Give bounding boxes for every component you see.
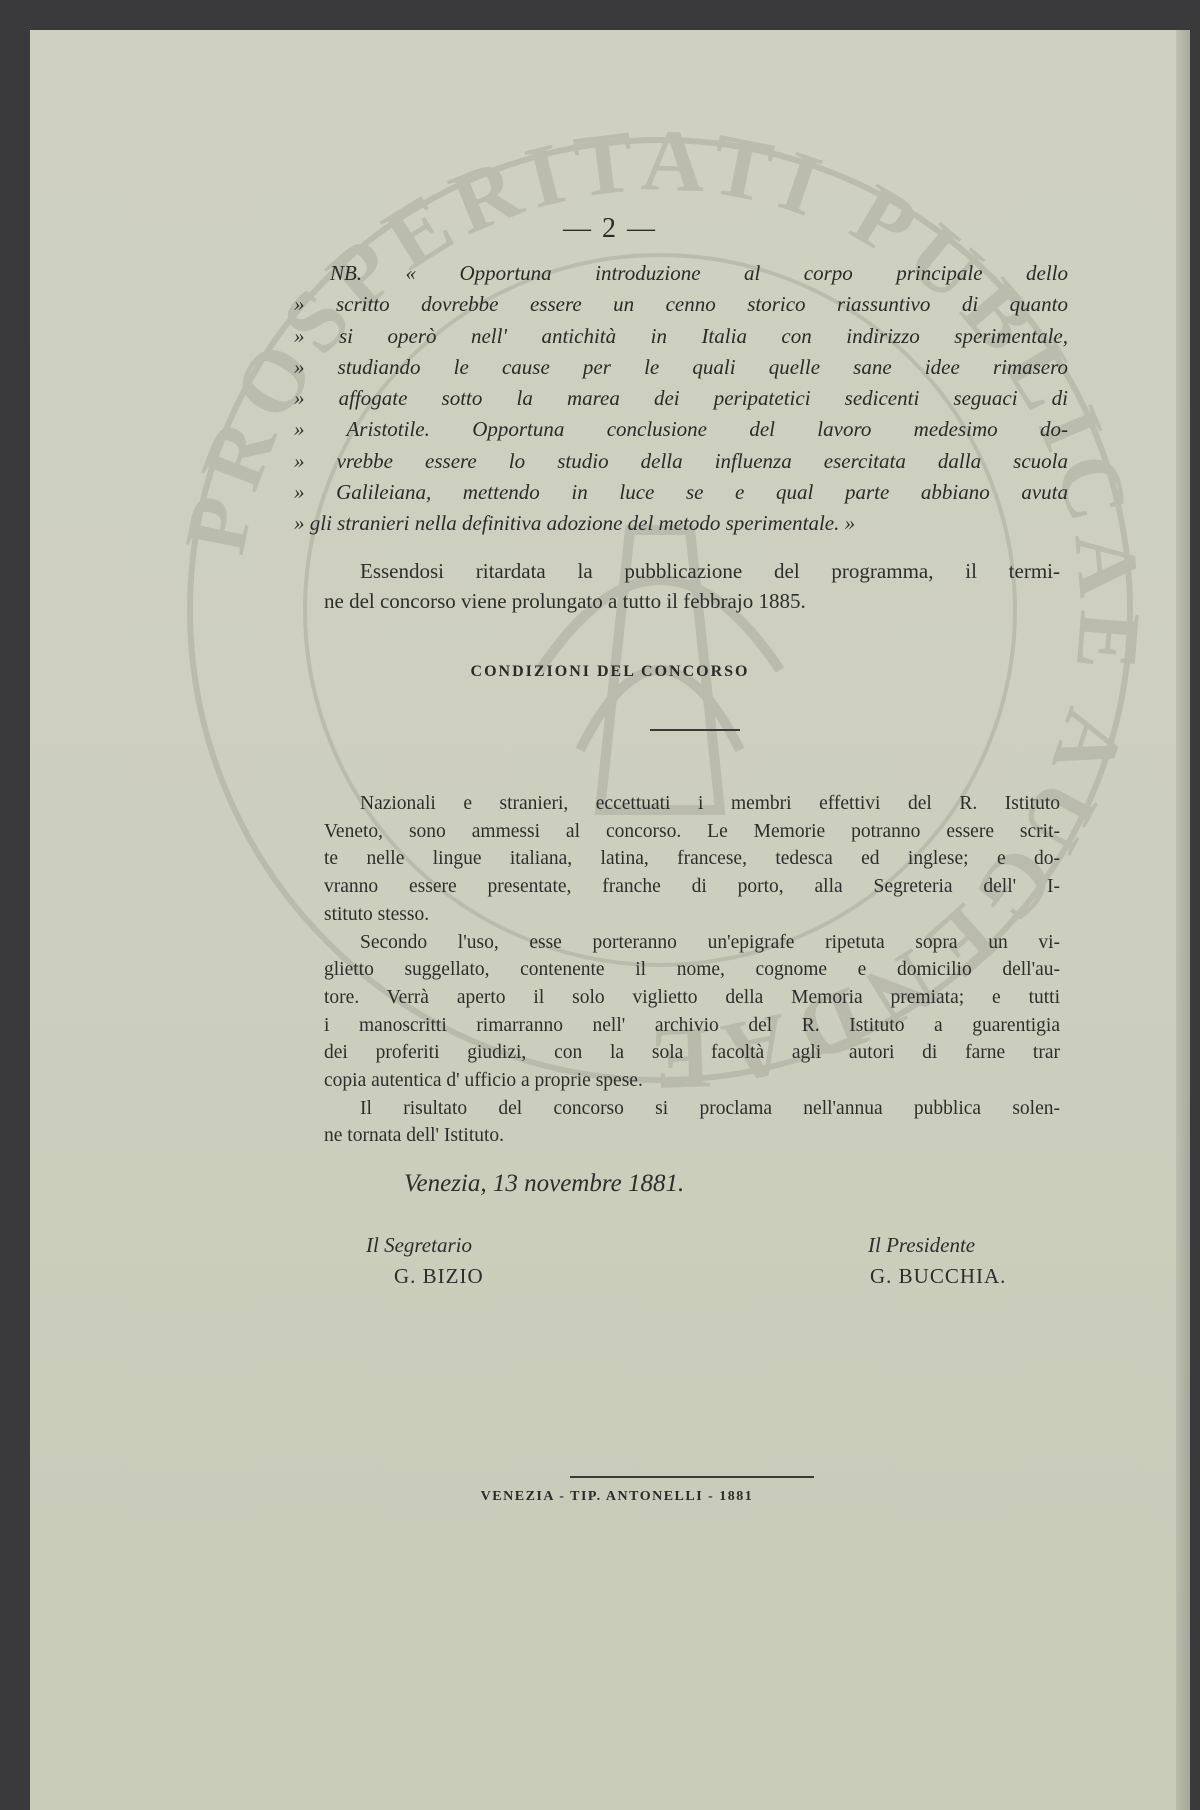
seal-lettering: PROSPERITATI PUBLICAE AUGENDAE	[166, 112, 1159, 1108]
paragraph-line: Veneto, sono ammessi al concorso. Le Memorie potranno essere scrit-	[324, 820, 1060, 842]
president-signature	[868, 1233, 1006, 1289]
printer-imprint: VENEZIA - TIP. ANTONELLI - 1881	[480, 1489, 754, 1504]
signature-name: G. BUCCHIA.	[870, 1264, 1007, 1288]
nb-line: NB. « Opportuna introduzione al corpo principale dello	[330, 261, 1068, 285]
paragraph-line: Il risultato del concorso si proclama nell'annua pubblica solen-	[360, 1097, 1060, 1119]
nb-line: » si operò nell' antichità in Italia con indirizzo sperimentale,	[294, 323, 1068, 348]
paragraph-line: Essendosi ritardata la pubblicazione del programma, il termi-	[360, 559, 1060, 583]
paragraph-line: Nazionali e stranieri, eccettuati i membri effettivi del R. Istituto	[360, 793, 1060, 814]
imprint-divider	[570, 1476, 814, 1478]
nb-line: » gli stranieri nella definitiva adozione del metodo sperimentale. »	[294, 511, 856, 536]
nb-line: » Galileiana, mettendo in luce se e qual parte abbiano avuta	[294, 480, 1068, 505]
paragraph-line: Secondo l'uso, esse porteranno un'epigrafe ripetuta sopra un vi-	[360, 931, 1060, 953]
signature-role: Il Segretario	[366, 1233, 472, 1257]
page-number: — 2 —	[563, 213, 657, 244]
secretary-signature	[366, 1233, 484, 1289]
paragraph-line: ne del concorso viene prolungato a tutto il febbrajo 1885.	[324, 589, 806, 613]
conditions-text	[324, 790, 1060, 1150]
nb-line: » vrebbe essere lo studio della influenza esercitata dalla scuola	[294, 448, 1068, 473]
paragraph-line: glietto suggellato, contenente il nome, cognome e domicilio dell'au-	[324, 959, 1060, 981]
paragraph-line: te nelle lingue italiana, latina, francese, tedesca ed inglese; e do-	[324, 848, 1060, 870]
heading-divider	[650, 729, 740, 731]
nb-line: » studiando le cause per le quali quelle sane idee rimasero	[294, 354, 1068, 379]
paragraph-line: vranno essere presentate, franche di porto, alla Segreteria dell' I-	[324, 876, 1060, 898]
nb-line: » scritto dovrebbe essere un cenno storico riassuntivo di quanto	[294, 292, 1068, 317]
paragraph-line: copia autentica d' ufficio a proprie spese.	[324, 1070, 643, 1092]
conditions-heading: CONDIZIONI DEL CONCORSO	[470, 663, 750, 680]
nb-line: » affogate sotto la marea dei peripatetici sedicenti seguaci di	[294, 386, 1068, 411]
paragraph-line: stituto stesso.	[324, 903, 430, 925]
paragraph-line: dei proferiti giudizi, con la sola facoltà agli autori di farne trar	[324, 1042, 1060, 1064]
nb-line: » Aristotile. Opportuna conclusione del lavoro medesimo do-	[294, 417, 1068, 442]
paragraph-line: i manoscritti rimarranno nell' archivio del R. Istituto a guarentigia	[324, 1014, 1060, 1036]
nb-quotation	[294, 258, 1068, 540]
deadline-extension-paragraph	[324, 556, 1060, 616]
paragraph-line: tore. Verrà aperto il solo viglietto della Memoria premiata; e tutti	[324, 986, 1060, 1008]
date-line: Venezia, 13 novembre 1881.	[404, 1170, 685, 1197]
signature-name: G. BIZIO	[394, 1264, 484, 1288]
paper-sheet	[30, 30, 1190, 1810]
paragraph-line: ne tornata dell' Istituto.	[324, 1125, 505, 1147]
page-fold-shadow	[1176, 30, 1190, 1810]
signature-role: Il Presidente	[868, 1233, 976, 1257]
